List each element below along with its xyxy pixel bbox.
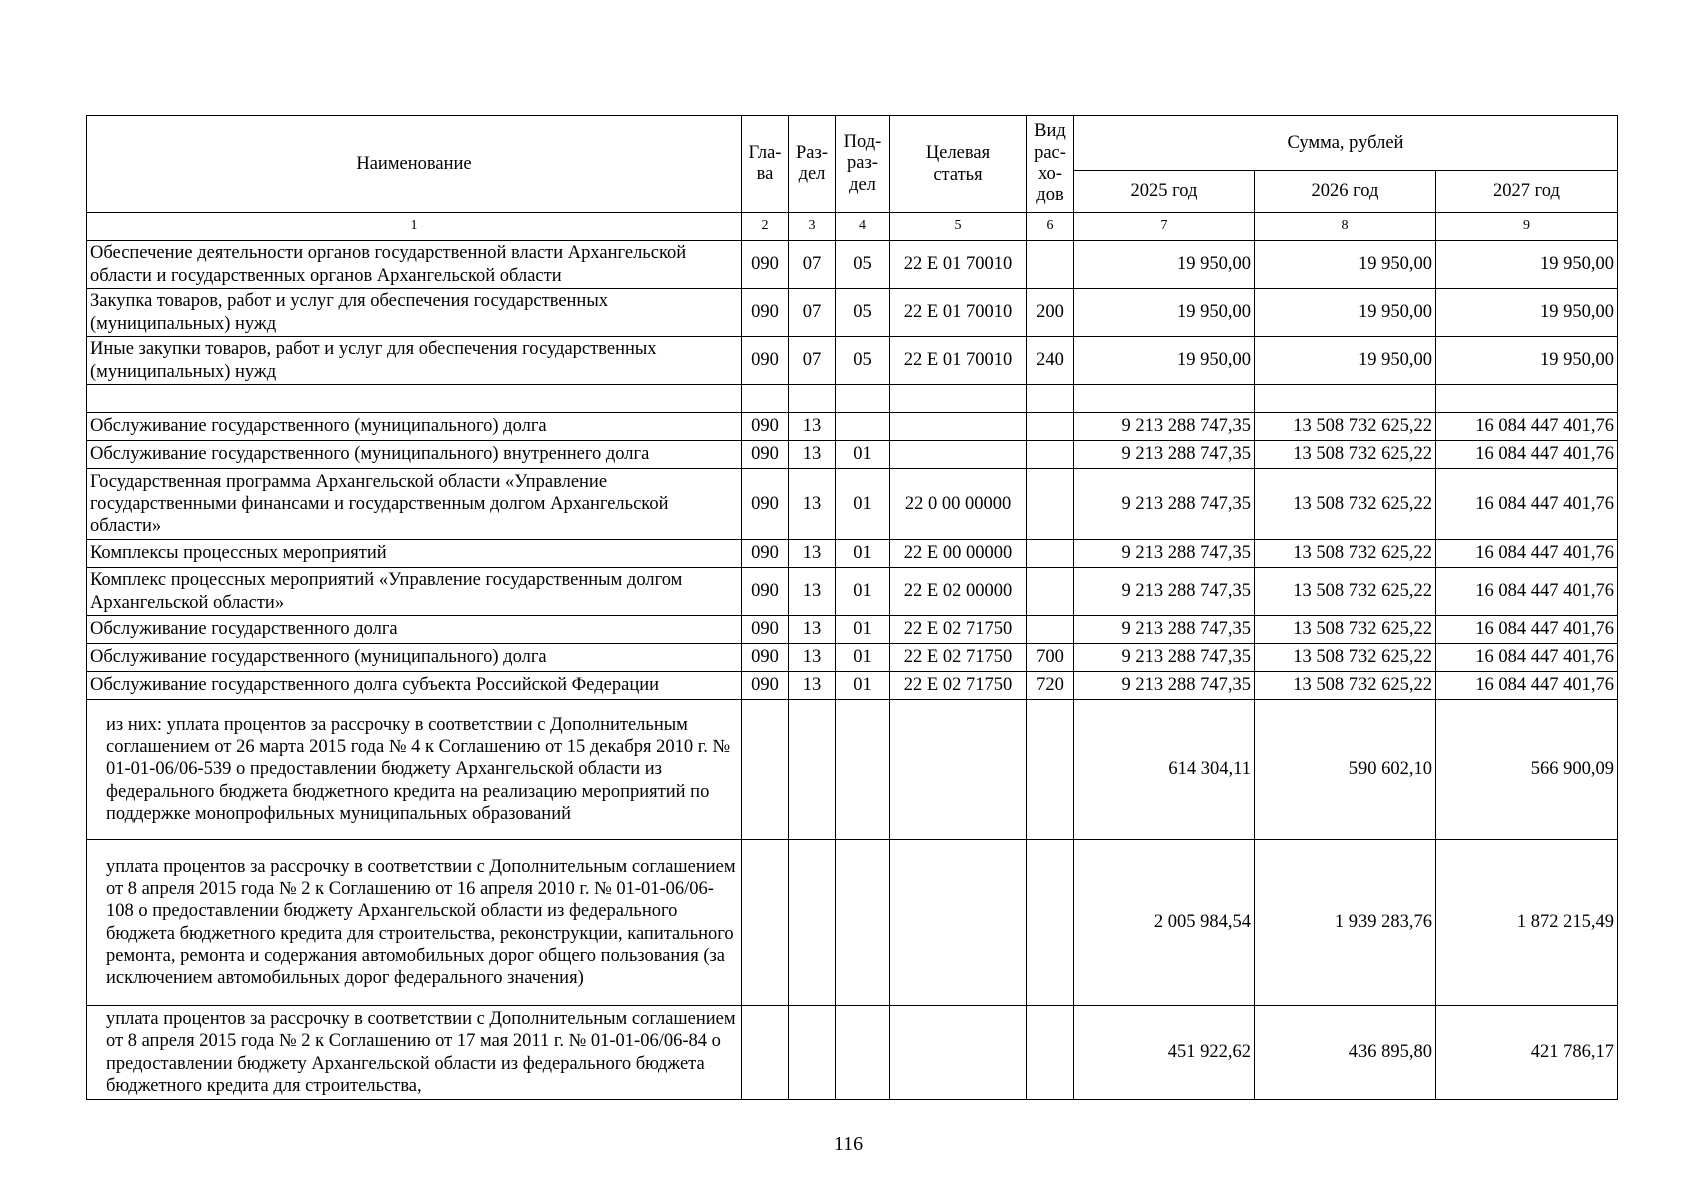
row-name-cell: Государственная программа Архангельской области «Управление государственными финансами и государственным долгом Архангельской области» xyxy=(87,469,742,540)
column-number: 2 xyxy=(742,213,789,241)
row-chapter-cell xyxy=(742,385,789,413)
header-year-2027: 2027 год xyxy=(1436,171,1618,213)
row-subsection-cell: 01 xyxy=(836,644,890,672)
row-chapter-cell: 090 xyxy=(742,469,789,540)
table-row xyxy=(87,540,1618,568)
row-name-cell xyxy=(87,385,742,413)
table-row xyxy=(87,1006,1618,1100)
row-section-cell: 13 xyxy=(789,441,836,469)
row-amount-2027-cell: 19 950,00 xyxy=(1436,289,1618,337)
row-subsection-cell: 01 xyxy=(836,540,890,568)
column-number: 6 xyxy=(1027,213,1074,241)
row-amount-2027-cell: 16 084 447 401,76 xyxy=(1436,469,1618,540)
row-expense-type-cell xyxy=(1027,568,1074,616)
row-amount-2026-cell: 1 939 283,76 xyxy=(1255,840,1436,1006)
table-row xyxy=(87,469,1618,540)
row-amount-2025-cell: 451 922,62 xyxy=(1074,1006,1255,1100)
row-chapter-cell: 090 xyxy=(742,413,789,441)
table-row xyxy=(87,700,1618,840)
row-amount-2025-cell: 19 950,00 xyxy=(1074,241,1255,289)
row-section-cell: 07 xyxy=(789,241,836,289)
row-expense-type-cell xyxy=(1027,441,1074,469)
row-section-cell: 07 xyxy=(789,337,836,385)
row-amount-2026-cell: 19 950,00 xyxy=(1255,337,1436,385)
header-target-article: Целевая статья xyxy=(890,116,1027,213)
table-row xyxy=(87,413,1618,441)
row-expense-type-cell: 200 xyxy=(1027,289,1074,337)
column-number: 7 xyxy=(1074,213,1255,241)
row-amount-2025-cell: 9 213 288 747,35 xyxy=(1074,413,1255,441)
row-amount-2027-cell: 16 084 447 401,76 xyxy=(1436,540,1618,568)
row-target-article-cell: 22 0 00 00000 xyxy=(890,469,1027,540)
row-amount-2027-cell: 1 872 215,49 xyxy=(1436,840,1618,1006)
row-amount-2026-cell: 13 508 732 625,22 xyxy=(1255,568,1436,616)
row-name-cell: Обслуживание государственного (муниципального) внутреннего долга xyxy=(87,441,742,469)
row-target-article-cell: 22 Е 02 71750 xyxy=(890,616,1027,644)
table-row xyxy=(87,289,1618,337)
row-chapter-cell: 090 xyxy=(742,241,789,289)
row-name-cell: Обслуживание государственного долга xyxy=(87,616,742,644)
row-amount-2026-cell: 13 508 732 625,22 xyxy=(1255,672,1436,700)
row-chapter-cell: 090 xyxy=(742,540,789,568)
row-expense-type-cell xyxy=(1027,1006,1074,1100)
row-name-cell: Закупка товаров, работ и услуг для обеспечения государственных (муниципальных) нужд xyxy=(87,289,742,337)
row-amount-2027-cell: 19 950,00 xyxy=(1436,241,1618,289)
row-subsection-cell: 05 xyxy=(836,289,890,337)
row-amount-2025-cell: 614 304,11 xyxy=(1074,700,1255,840)
row-section-cell: 07 xyxy=(789,289,836,337)
header-name: Наименование xyxy=(87,116,742,213)
row-amount-2027-cell: 421 786,17 xyxy=(1436,1006,1618,1100)
table-body xyxy=(87,213,1618,1100)
row-amount-2026-cell: 13 508 732 625,22 xyxy=(1255,540,1436,568)
row-amount-2026-cell: 13 508 732 625,22 xyxy=(1255,644,1436,672)
row-chapter-cell: 090 xyxy=(742,672,789,700)
row-amount-2026-cell: 590 602,10 xyxy=(1255,700,1436,840)
header-expense-type: Вид рас- хо- дов xyxy=(1027,116,1074,213)
row-subsection-cell: 05 xyxy=(836,337,890,385)
row-subsection-cell xyxy=(836,840,890,1006)
row-name-cell: Иные закупки товаров, работ и услуг для обеспечения государственных (муниципальных) нужд xyxy=(87,337,742,385)
row-target-article-cell: 22 Е 01 70010 xyxy=(890,337,1027,385)
row-amount-2025-cell: 9 213 288 747,35 xyxy=(1074,441,1255,469)
row-amount-2026-cell: 19 950,00 xyxy=(1255,241,1436,289)
row-expense-type-cell: 240 xyxy=(1027,337,1074,385)
row-amount-2026-cell: 19 950,00 xyxy=(1255,289,1436,337)
row-name-cell: Обслуживание государственного (муниципального) долга xyxy=(87,413,742,441)
row-amount-2025-cell: 9 213 288 747,35 xyxy=(1074,540,1255,568)
row-amount-2025-cell: 2 005 984,54 xyxy=(1074,840,1255,1006)
row-amount-2025-cell: 9 213 288 747,35 xyxy=(1074,568,1255,616)
row-target-article-cell: 22 Е 02 71750 xyxy=(890,672,1027,700)
row-subsection-cell xyxy=(836,385,890,413)
row-target-article-cell: 22 Е 01 70010 xyxy=(890,289,1027,337)
row-target-article-cell xyxy=(890,441,1027,469)
row-section-cell: 13 xyxy=(789,644,836,672)
row-target-article-cell xyxy=(890,700,1027,840)
row-expense-type-cell xyxy=(1027,700,1074,840)
row-name-cell: Комплексы процессных мероприятий xyxy=(87,540,742,568)
row-name-cell: Обеспечение деятельности органов государственной власти Архангельской области и государственных органов Архангельской области xyxy=(87,241,742,289)
row-amount-2025-cell: 9 213 288 747,35 xyxy=(1074,644,1255,672)
row-subsection-cell: 01 xyxy=(836,568,890,616)
row-section-cell: 13 xyxy=(789,616,836,644)
column-number: 8 xyxy=(1255,213,1436,241)
row-amount-2026-cell: 13 508 732 625,22 xyxy=(1255,616,1436,644)
row-name-cell: Обслуживание государственного (муниципального) долга xyxy=(87,644,742,672)
row-amount-2026-cell xyxy=(1255,385,1436,413)
row-expense-type-cell: 700 xyxy=(1027,644,1074,672)
table-row xyxy=(87,616,1618,644)
row-amount-2027-cell: 16 084 447 401,76 xyxy=(1436,413,1618,441)
row-amount-2027-cell: 16 084 447 401,76 xyxy=(1436,672,1618,700)
table-row xyxy=(87,385,1618,413)
row-amount-2027-cell: 566 900,09 xyxy=(1436,700,1618,840)
row-chapter-cell: 090 xyxy=(742,568,789,616)
column-number: 3 xyxy=(789,213,836,241)
page-number: 116 xyxy=(833,1133,864,1155)
row-amount-2026-cell: 13 508 732 625,22 xyxy=(1255,441,1436,469)
row-expense-type-cell xyxy=(1027,540,1074,568)
table-row xyxy=(87,441,1618,469)
column-number: 1 xyxy=(87,213,742,241)
row-section-cell: 13 xyxy=(789,469,836,540)
row-target-article-cell xyxy=(890,413,1027,441)
table-row xyxy=(87,672,1618,700)
table-row xyxy=(87,337,1618,385)
column-number: 4 xyxy=(836,213,890,241)
row-chapter-cell: 090 xyxy=(742,616,789,644)
row-amount-2026-cell: 436 895,80 xyxy=(1255,1006,1436,1100)
row-target-article-cell: 22 Е 02 00000 xyxy=(890,568,1027,616)
table-row xyxy=(87,644,1618,672)
row-chapter-cell xyxy=(742,700,789,840)
header-sum: Сумма, рублей xyxy=(1074,116,1618,171)
row-amount-2025-cell xyxy=(1074,385,1255,413)
row-amount-2027-cell: 19 950,00 xyxy=(1436,337,1618,385)
row-subsection-cell: 01 xyxy=(836,469,890,540)
row-amount-2025-cell: 9 213 288 747,35 xyxy=(1074,672,1255,700)
row-amount-2026-cell: 13 508 732 625,22 xyxy=(1255,413,1436,441)
budget-table xyxy=(86,115,1618,1100)
row-subsection-cell xyxy=(836,413,890,441)
row-chapter-cell xyxy=(742,840,789,1006)
column-number: 5 xyxy=(890,213,1027,241)
row-expense-type-cell xyxy=(1027,413,1074,441)
table-row xyxy=(87,241,1618,289)
row-target-article-cell: 22 Е 01 70010 xyxy=(890,241,1027,289)
row-subsection-cell xyxy=(836,1006,890,1100)
row-chapter-cell xyxy=(742,1006,789,1100)
row-amount-2026-cell: 13 508 732 625,22 xyxy=(1255,469,1436,540)
row-name-cell: Обслуживание государственного долга субъекта Российской Федерации xyxy=(87,672,742,700)
row-section-cell: 13 xyxy=(789,672,836,700)
row-chapter-cell: 090 xyxy=(742,441,789,469)
row-subsection-cell xyxy=(836,700,890,840)
row-subsection-cell: 01 xyxy=(836,616,890,644)
row-target-article-cell: 22 Е 02 71750 xyxy=(890,644,1027,672)
header-subsection: Под- раз- дел xyxy=(836,116,890,213)
header-year-2025: 2025 год xyxy=(1074,171,1255,213)
row-expense-type-cell xyxy=(1027,385,1074,413)
row-expense-type-cell xyxy=(1027,840,1074,1006)
row-subsection-cell: 05 xyxy=(836,241,890,289)
row-amount-2025-cell: 9 213 288 747,35 xyxy=(1074,469,1255,540)
row-name-cell: уплата процентов за рассрочку в соответствии с Дополнительным соглашением от 8 апреля 2015 года № 2 к Соглашению от 17 мая 2011 г. № 01-01-06/06-84 о предоставлении бюджету Архангельской области из федерального бюджета бюджетного кредита для строительства, xyxy=(87,1006,742,1100)
row-section-cell xyxy=(789,1006,836,1100)
row-amount-2025-cell: 19 950,00 xyxy=(1074,289,1255,337)
row-target-article-cell xyxy=(890,840,1027,1006)
row-chapter-cell: 090 xyxy=(742,337,789,385)
row-amount-2025-cell: 9 213 288 747,35 xyxy=(1074,616,1255,644)
table-row xyxy=(87,840,1618,1006)
row-name-cell: Комплекс процессных мероприятий «Управление государственным долгом Архангельской области» xyxy=(87,568,742,616)
row-target-article-cell xyxy=(890,1006,1027,1100)
row-expense-type-cell xyxy=(1027,469,1074,540)
row-amount-2027-cell xyxy=(1436,385,1618,413)
row-chapter-cell: 090 xyxy=(742,644,789,672)
row-expense-type-cell xyxy=(1027,241,1074,289)
row-section-cell xyxy=(789,840,836,1006)
row-section-cell: 13 xyxy=(789,568,836,616)
row-amount-2027-cell: 16 084 447 401,76 xyxy=(1436,616,1618,644)
row-amount-2027-cell: 16 084 447 401,76 xyxy=(1436,568,1618,616)
row-target-article-cell: 22 Е 00 00000 xyxy=(890,540,1027,568)
row-name-cell: из них: уплата процентов за рассрочку в соответствии с Дополнительным соглашением от 26 марта 2015 года № 4 к Соглашению от 15 декабря 2010 г. № 01-01-06/06-539 о предоставлении бюджету Архангельской области из федерального бюджета бюджетного кредита на реализацию мероприятий по поддержке монопрофильных муниципальных образований xyxy=(87,700,742,840)
row-section-cell xyxy=(789,385,836,413)
row-expense-type-cell: 720 xyxy=(1027,672,1074,700)
row-section-cell: 13 xyxy=(789,540,836,568)
row-subsection-cell: 01 xyxy=(836,441,890,469)
row-expense-type-cell xyxy=(1027,616,1074,644)
column-numbers-row xyxy=(87,213,1618,241)
row-subsection-cell: 01 xyxy=(836,672,890,700)
row-section-cell: 13 xyxy=(789,413,836,441)
header-chapter: Гла- ва xyxy=(742,116,789,213)
row-target-article-cell xyxy=(890,385,1027,413)
row-section-cell xyxy=(789,700,836,840)
row-name-cell: уплата процентов за рассрочку в соответствии с Дополнительным соглашением от 8 апреля 2015 года № 2 к Соглашению от 16 апреля 2010 г. № 01-01-06/06-108 о предоставлении бюджету Архангельской области из федерального бюджета бюджетного кредита для строительства, реконструкции, капитального ремонта, ремонта и содержания автомобильных дорог общего пользования (за исключением автомобильных дорог федерального значения) xyxy=(87,840,742,1006)
row-amount-2025-cell: 19 950,00 xyxy=(1074,337,1255,385)
header-year-2026: 2026 год xyxy=(1255,171,1436,213)
row-chapter-cell: 090 xyxy=(742,289,789,337)
column-number: 9 xyxy=(1436,213,1618,241)
row-amount-2027-cell: 16 084 447 401,76 xyxy=(1436,441,1618,469)
header-section: Раз- дел xyxy=(789,116,836,213)
table-row xyxy=(87,568,1618,616)
row-amount-2027-cell: 16 084 447 401,76 xyxy=(1436,644,1618,672)
